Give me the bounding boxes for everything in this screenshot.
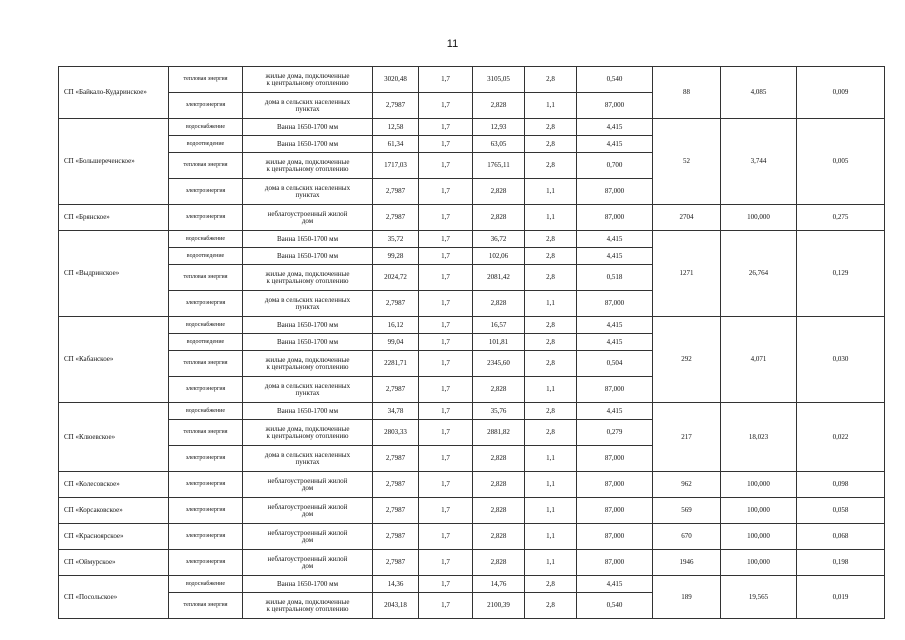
value-v1: 2,7987: [373, 524, 419, 550]
object-line: к центральному отоплению: [266, 362, 349, 371]
resource-type: электроэнергия: [169, 472, 243, 498]
object-description: [243, 377, 373, 403]
value-v2: 1,7: [419, 498, 473, 524]
object-line: неблагоустроенный жилой: [267, 554, 348, 563]
object-description: [243, 351, 373, 377]
value-v2: 1,7: [419, 593, 473, 619]
settlement-name: СП «Большереченское»: [59, 119, 169, 205]
value-v4: 2,8: [525, 231, 577, 248]
object-line: дом: [301, 561, 314, 570]
value-v3: 102,06: [473, 248, 525, 265]
object-line: Ванна 1650-1700 мм: [276, 406, 339, 415]
value-v3: 35,76: [473, 403, 525, 420]
value-v1: 34,78: [373, 403, 419, 420]
object-line: дом: [301, 509, 314, 518]
settlement-name: СП «Корсаковское»: [59, 498, 169, 524]
value-v4: 2,8: [525, 153, 577, 179]
value-v4: 2,8: [525, 119, 577, 136]
value-v2: 1,7: [419, 576, 473, 593]
table-row: [59, 317, 885, 334]
value-v3: 36,72: [473, 231, 525, 248]
object-line: жилые дома, подключенные: [265, 157, 350, 166]
value-v5: 87,000: [577, 93, 653, 119]
summary-col-a: 52: [653, 119, 721, 205]
value-v5: 87,000: [577, 498, 653, 524]
value-v1: 2043,18: [373, 593, 419, 619]
object-description: [243, 93, 373, 119]
value-v1: 99,28: [373, 248, 419, 265]
value-v4: 2,8: [525, 403, 577, 420]
object-description: [243, 317, 373, 334]
resource-type: тепловая энергия: [169, 593, 243, 619]
resource-type: тепловая энергия: [169, 265, 243, 291]
summary-col-c: 0,022: [797, 403, 885, 472]
object-line: неблагоустроенный жилой: [267, 209, 348, 218]
object-description: [243, 153, 373, 179]
value-v4: 2,8: [525, 351, 577, 377]
value-v3: 2,828: [473, 205, 525, 231]
value-v4: 1,1: [525, 498, 577, 524]
object-description: [243, 179, 373, 205]
value-v2: 1,7: [419, 351, 473, 377]
value-v3: 2,828: [473, 291, 525, 317]
value-v1: 2,7987: [373, 291, 419, 317]
value-v4: 2,8: [525, 136, 577, 153]
object-line: Ванна 1650-1700 мм: [276, 579, 339, 588]
value-v5: 0,504: [577, 351, 653, 377]
value-v5: 0,518: [577, 265, 653, 291]
value-v5: 4,415: [577, 317, 653, 334]
object-line: Ванна 1650-1700 мм: [276, 251, 339, 260]
summary-col-c: 0,058: [797, 498, 885, 524]
object-description: [243, 524, 373, 550]
settlement-name: СП «Байкало-Кударинское»: [59, 67, 169, 119]
value-v1: 12,58: [373, 119, 419, 136]
settlement-name: СП «Клюевское»: [59, 403, 169, 472]
table-row: [59, 576, 885, 593]
object-line: жилые дома, подключенные: [265, 424, 350, 433]
settlement-table: [58, 66, 885, 619]
value-v2: 1,7: [419, 472, 473, 498]
summary-col-a: 962: [653, 472, 721, 498]
object-line: неблагоустроенный жилой: [267, 502, 348, 511]
value-v5: 4,415: [577, 136, 653, 153]
summary-col-a: 189: [653, 576, 721, 619]
summary-col-b: 100,000: [721, 205, 797, 231]
object-line: пунктах: [295, 104, 320, 113]
object-line: дом: [301, 483, 314, 492]
value-v1: 99,04: [373, 334, 419, 351]
summary-col-b: 26,764: [721, 231, 797, 317]
object-line: Ванна 1650-1700 мм: [276, 337, 339, 346]
value-v1: 35,72: [373, 231, 419, 248]
resource-type: электроэнергия: [169, 179, 243, 205]
value-v3: 2,828: [473, 550, 525, 576]
settlement-name: СП «Брянское»: [59, 205, 169, 231]
summary-col-a: 1271: [653, 231, 721, 317]
object-line: дом: [301, 535, 314, 544]
value-v4: 1,1: [525, 472, 577, 498]
summary-col-b: 100,000: [721, 498, 797, 524]
resource-type: электроэнергия: [169, 524, 243, 550]
value-v3: 1765,11: [473, 153, 525, 179]
value-v4: 1,1: [525, 205, 577, 231]
resource-type: тепловая энергия: [169, 351, 243, 377]
value-v5: 4,415: [577, 248, 653, 265]
value-v3: 2,828: [473, 377, 525, 403]
value-v5: 87,000: [577, 446, 653, 472]
object-description: [243, 446, 373, 472]
object-line: дом: [301, 216, 314, 225]
value-v5: 87,000: [577, 179, 653, 205]
value-v5: 0,279: [577, 420, 653, 446]
summary-col-a: 292: [653, 317, 721, 403]
object-line: к центральному отоплению: [266, 78, 349, 87]
object-line: неблагоустроенный жилой: [267, 476, 348, 485]
value-v3: 2,828: [473, 446, 525, 472]
object-line: неблагоустроенный жилой: [267, 528, 348, 537]
summary-col-b: 4,085: [721, 67, 797, 119]
value-v1: 2,7987: [373, 446, 419, 472]
summary-col-c: 0,009: [797, 67, 885, 119]
object-line: жилые дома, подключенные: [265, 355, 350, 364]
object-line: жилые дома, подключенные: [265, 71, 350, 80]
summary-col-a: 2704: [653, 205, 721, 231]
resource-type: водоотведение: [169, 248, 243, 265]
value-v3: 2345,60: [473, 351, 525, 377]
summary-col-b: 100,000: [721, 472, 797, 498]
value-v2: 1,7: [419, 205, 473, 231]
value-v1: 2,7987: [373, 498, 419, 524]
value-v3: 16,57: [473, 317, 525, 334]
settlement-name: СП «Посольское»: [59, 576, 169, 619]
summary-col-c: 0,005: [797, 119, 885, 205]
summary-col-b: 18,023: [721, 403, 797, 472]
summary-col-c: 0,098: [797, 472, 885, 498]
summary-col-a: 1946: [653, 550, 721, 576]
object-line: к центральному отоплению: [266, 604, 349, 613]
value-v4: 2,8: [525, 317, 577, 334]
object-line: дома в сельских населенных: [264, 295, 351, 304]
value-v5: 87,000: [577, 291, 653, 317]
value-v4: 2,8: [525, 265, 577, 291]
value-v1: 2,7987: [373, 472, 419, 498]
object-line: к центральному отоплению: [266, 431, 349, 440]
value-v4: 1,1: [525, 446, 577, 472]
value-v1: 2024,72: [373, 265, 419, 291]
value-v5: 0,700: [577, 153, 653, 179]
object-description: [243, 291, 373, 317]
value-v4: 1,1: [525, 377, 577, 403]
value-v4: 2,8: [525, 593, 577, 619]
page-number: 11: [446, 38, 459, 50]
summary-col-c: 0,129: [797, 231, 885, 317]
summary-col-a: 217: [653, 403, 721, 472]
summary-col-c: 0,068: [797, 524, 885, 550]
value-v4: 2,8: [525, 334, 577, 351]
resource-type: водоснабжение: [169, 317, 243, 334]
value-v2: 1,7: [419, 377, 473, 403]
summary-col-a: 670: [653, 524, 721, 550]
value-v5: 0,540: [577, 67, 653, 93]
value-v3: 14,76: [473, 576, 525, 593]
value-v1: 2803,33: [373, 420, 419, 446]
resource-type: водоснабжение: [169, 576, 243, 593]
object-line: к центральному отоплению: [266, 276, 349, 285]
object-line: Ванна 1650-1700 мм: [276, 320, 339, 329]
object-line: дома в сельских населенных: [264, 97, 351, 106]
object-line: Ванна 1650-1700 мм: [276, 122, 339, 131]
value-v5: 4,415: [577, 119, 653, 136]
value-v3: 2,828: [473, 472, 525, 498]
value-v2: 1,7: [419, 317, 473, 334]
value-v3: 2,828: [473, 524, 525, 550]
value-v5: 0,540: [577, 593, 653, 619]
table-row: [59, 67, 885, 93]
value-v3: 63,05: [473, 136, 525, 153]
value-v1: 2,7987: [373, 205, 419, 231]
resource-type: электроэнергия: [169, 446, 243, 472]
summary-col-b: 19,565: [721, 576, 797, 619]
value-v4: 1,1: [525, 524, 577, 550]
summary-col-c: 0,019: [797, 576, 885, 619]
value-v2: 1,7: [419, 67, 473, 93]
resource-type: электроэнергия: [169, 93, 243, 119]
value-v1: 2,7987: [373, 377, 419, 403]
value-v5: 4,415: [577, 403, 653, 420]
value-v3: 101,81: [473, 334, 525, 351]
value-v1: 1717,03: [373, 153, 419, 179]
value-v5: 4,415: [577, 576, 653, 593]
object-description: [243, 403, 373, 420]
value-v4: 2,8: [525, 576, 577, 593]
object-line: Ванна 1650-1700 мм: [276, 234, 339, 243]
object-description: [243, 472, 373, 498]
value-v5: 87,000: [577, 550, 653, 576]
value-v4: 2,8: [525, 67, 577, 93]
object-line: дома в сельских населенных: [264, 450, 351, 459]
table-row: [59, 550, 885, 576]
value-v2: 1,7: [419, 334, 473, 351]
value-v5: 4,415: [577, 334, 653, 351]
value-v2: 1,7: [419, 446, 473, 472]
value-v3: 2,828: [473, 179, 525, 205]
object-description: [243, 119, 373, 136]
resource-type: электроэнергия: [169, 498, 243, 524]
table-body: [59, 67, 885, 619]
value-v2: 1,7: [419, 231, 473, 248]
value-v1: 3020,48: [373, 67, 419, 93]
value-v2: 1,7: [419, 179, 473, 205]
value-v3: 12,93: [473, 119, 525, 136]
value-v4: 1,1: [525, 550, 577, 576]
table-row: [59, 205, 885, 231]
table-row: [59, 524, 885, 550]
table-row: [59, 498, 885, 524]
value-v1: 2,7987: [373, 93, 419, 119]
value-v1: 2281,71: [373, 351, 419, 377]
settlement-name: СП «Оймурское»: [59, 550, 169, 576]
value-v2: 1,7: [419, 119, 473, 136]
resource-type: электроэнергия: [169, 550, 243, 576]
value-v3: 2881,82: [473, 420, 525, 446]
summary-col-b: 100,000: [721, 550, 797, 576]
object-description: [243, 593, 373, 619]
value-v5: 87,000: [577, 524, 653, 550]
settlement-name: СП «Красноярское»: [59, 524, 169, 550]
resource-type: водоотведение: [169, 334, 243, 351]
summary-col-b: 4,071: [721, 317, 797, 403]
object-description: [243, 334, 373, 351]
table-row: [59, 403, 885, 420]
value-v2: 1,7: [419, 265, 473, 291]
resource-type: тепловая энергия: [169, 153, 243, 179]
value-v1: 61,34: [373, 136, 419, 153]
resource-type: электроэнергия: [169, 205, 243, 231]
object-line: Ванна 1650-1700 мм: [276, 139, 339, 148]
resource-type: тепловая энергия: [169, 420, 243, 446]
value-v5: 87,000: [577, 205, 653, 231]
table-row: [59, 119, 885, 136]
object-line: пунктах: [295, 190, 320, 199]
object-description: [243, 205, 373, 231]
value-v1: 2,7987: [373, 550, 419, 576]
summary-col-a: 88: [653, 67, 721, 119]
value-v1: 14,36: [373, 576, 419, 593]
summary-col-c: 0,030: [797, 317, 885, 403]
object-line: к центральному отоплению: [266, 164, 349, 173]
value-v3: 2,828: [473, 498, 525, 524]
object-description: [243, 231, 373, 248]
value-v2: 1,7: [419, 153, 473, 179]
value-v2: 1,7: [419, 420, 473, 446]
object-description: [243, 67, 373, 93]
resource-type: электроэнергия: [169, 377, 243, 403]
value-v2: 1,7: [419, 93, 473, 119]
object-description: [243, 136, 373, 153]
object-description: [243, 420, 373, 446]
value-v4: 1,1: [525, 179, 577, 205]
resource-type: водоотведение: [169, 136, 243, 153]
value-v3: 2100,39: [473, 593, 525, 619]
summary-col-a: 569: [653, 498, 721, 524]
value-v5: 87,000: [577, 472, 653, 498]
value-v4: 1,1: [525, 93, 577, 119]
value-v5: 4,415: [577, 231, 653, 248]
value-v2: 1,7: [419, 136, 473, 153]
value-v4: 2,8: [525, 248, 577, 265]
object-line: дома в сельских населенных: [264, 381, 351, 390]
value-v4: 1,1: [525, 291, 577, 317]
summary-col-b: 100,000: [721, 524, 797, 550]
table-row: [59, 231, 885, 248]
summary-col-b: 3,744: [721, 119, 797, 205]
summary-col-c: 0,275: [797, 205, 885, 231]
resource-type: электроэнергия: [169, 291, 243, 317]
object-line: дома в сельских населенных: [264, 183, 351, 192]
resource-type: водоснабжение: [169, 231, 243, 248]
value-v2: 1,7: [419, 550, 473, 576]
value-v2: 1,7: [419, 248, 473, 265]
resource-type: водоснабжение: [169, 403, 243, 420]
object-line: пунктах: [295, 302, 320, 311]
settlement-name: СП «Колесовское»: [59, 472, 169, 498]
object-line: пунктах: [295, 457, 320, 466]
object-line: жилые дома, подключенные: [265, 269, 350, 278]
settlement-name: СП «Кабанское»: [59, 317, 169, 403]
value-v1: 2,7987: [373, 179, 419, 205]
object-line: пунктах: [295, 388, 320, 397]
value-v2: 1,7: [419, 524, 473, 550]
value-v5: 87,000: [577, 377, 653, 403]
summary-col-c: 0,198: [797, 550, 885, 576]
value-v1: 16,12: [373, 317, 419, 334]
resource-type: тепловая энергия: [169, 67, 243, 93]
resource-type: водоснабжение: [169, 119, 243, 136]
object-line: жилые дома, подключенные: [265, 597, 350, 606]
value-v3: 3105,05: [473, 67, 525, 93]
object-description: [243, 265, 373, 291]
object-description: [243, 550, 373, 576]
table-row: [59, 472, 885, 498]
object-description: [243, 498, 373, 524]
value-v4: 2,8: [525, 420, 577, 446]
value-v2: 1,7: [419, 291, 473, 317]
object-description: [243, 248, 373, 265]
object-description: [243, 576, 373, 593]
value-v3: 2,828: [473, 93, 525, 119]
settlement-name: СП «Выдринское»: [59, 231, 169, 317]
value-v3: 2081,42: [473, 265, 525, 291]
value-v2: 1,7: [419, 403, 473, 420]
